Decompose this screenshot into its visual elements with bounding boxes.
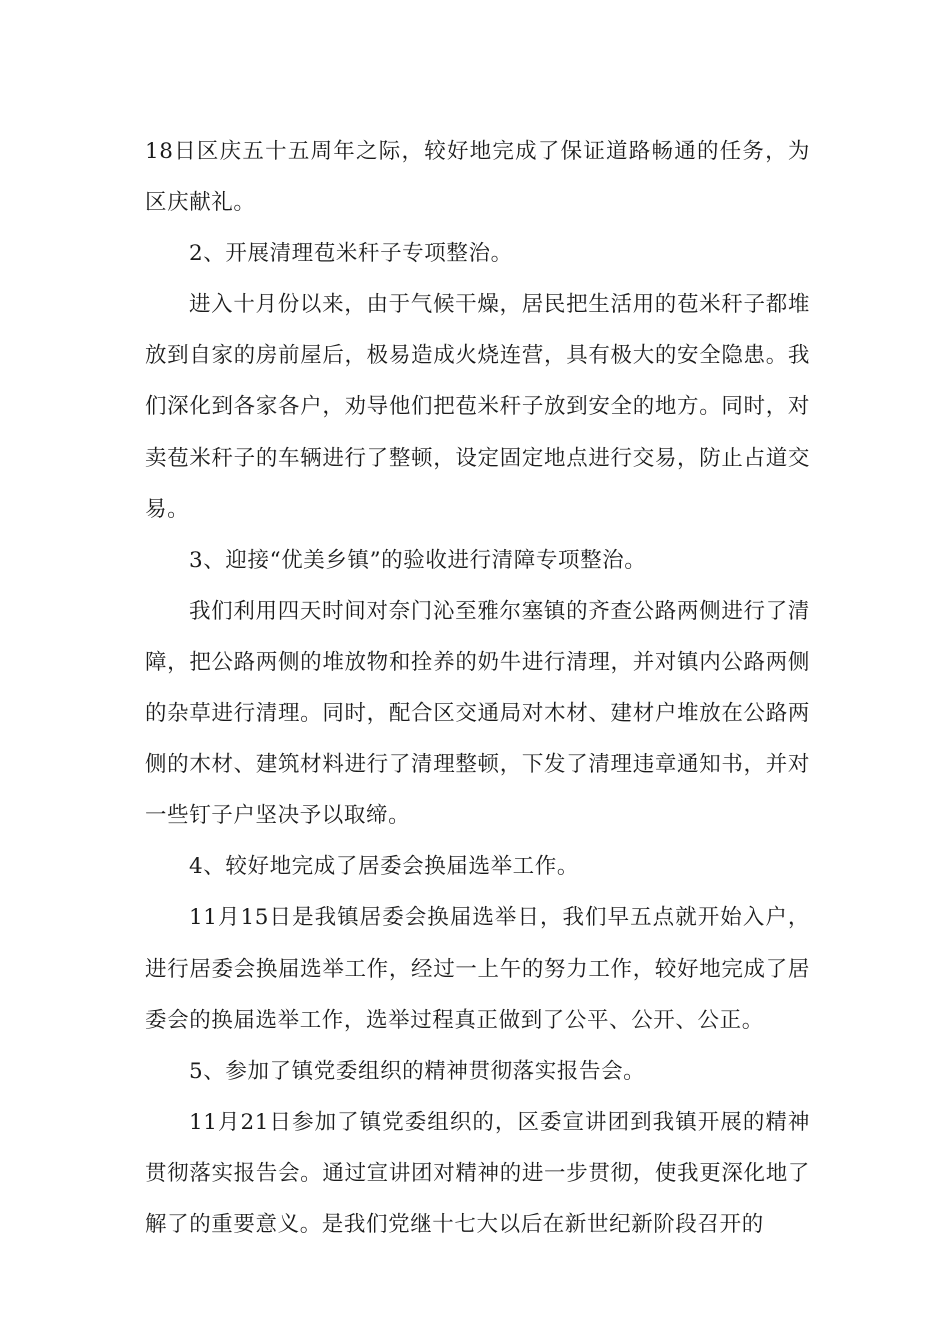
- section-heading-4: 4、较好地完成了居委会换届选举工作。: [189, 854, 579, 880]
- paragraph-election: 11月15日是我镇居委会换届选举日，我们早五点就开始入户，进行居委会换届选举工作，经过一上午的努力工作，较好地完成了居委会的换届选举工作，选举过程真正做到了公平、公开、公正。: [145, 905, 810, 1033]
- section-heading-3: 3、迎接“优美乡镇”的验收进行清障专项整治。: [189, 547, 647, 573]
- section-heading-2: 2、开展清理苞米秆子专项整治。: [189, 241, 513, 267]
- section-heading-5: 5、参加了镇党委组织的精神贯彻落实报告会。: [189, 1058, 646, 1084]
- paragraph-continuation: 18日区庆五十五周年之际，较好地完成了保证道路畅通的任务，为区庆献礼。: [145, 139, 810, 216]
- paragraph-report-meeting: 11月21日参加了镇党委组织的，区委宣讲团到我镇开展的精神贯彻落实报告会。通过宣讲团对精神的进一步贯彻，使我更深化地了解了的重要意义。是我们党继十七大以后在新世纪新阶段召开的: [145, 1109, 810, 1237]
- paragraph-corn-stalk: 进入十月份以来，由于气候干燥，居民把生活用的苞米秆子都堆放到自家的房前屋后，极易造成火烧连营，具有极大的安全隐患。我们深化到各家各户，劝导他们把苞米秆子放到安全的地方。同时，对卖苞米秆子的车辆进行了整顿，设定固定地点进行交易，防止占道交易。: [145, 292, 810, 522]
- paragraph-road-clearing: 我们利用四天时间对奈门沁至雅尔塞镇的齐查公路两侧进行了清障，把公路两侧的堆放物和拴养的奶牛进行清理，并对镇内公路两侧的杂草进行清理。同时，配合区交通局对木材、建材户堆放在公路两侧的木材、建筑材料进行了清理整顿，下发了清理违章通知书，并对一些钉子户坚决予以取缔。: [145, 598, 810, 829]
- document-body: [145, 126, 810, 1250]
